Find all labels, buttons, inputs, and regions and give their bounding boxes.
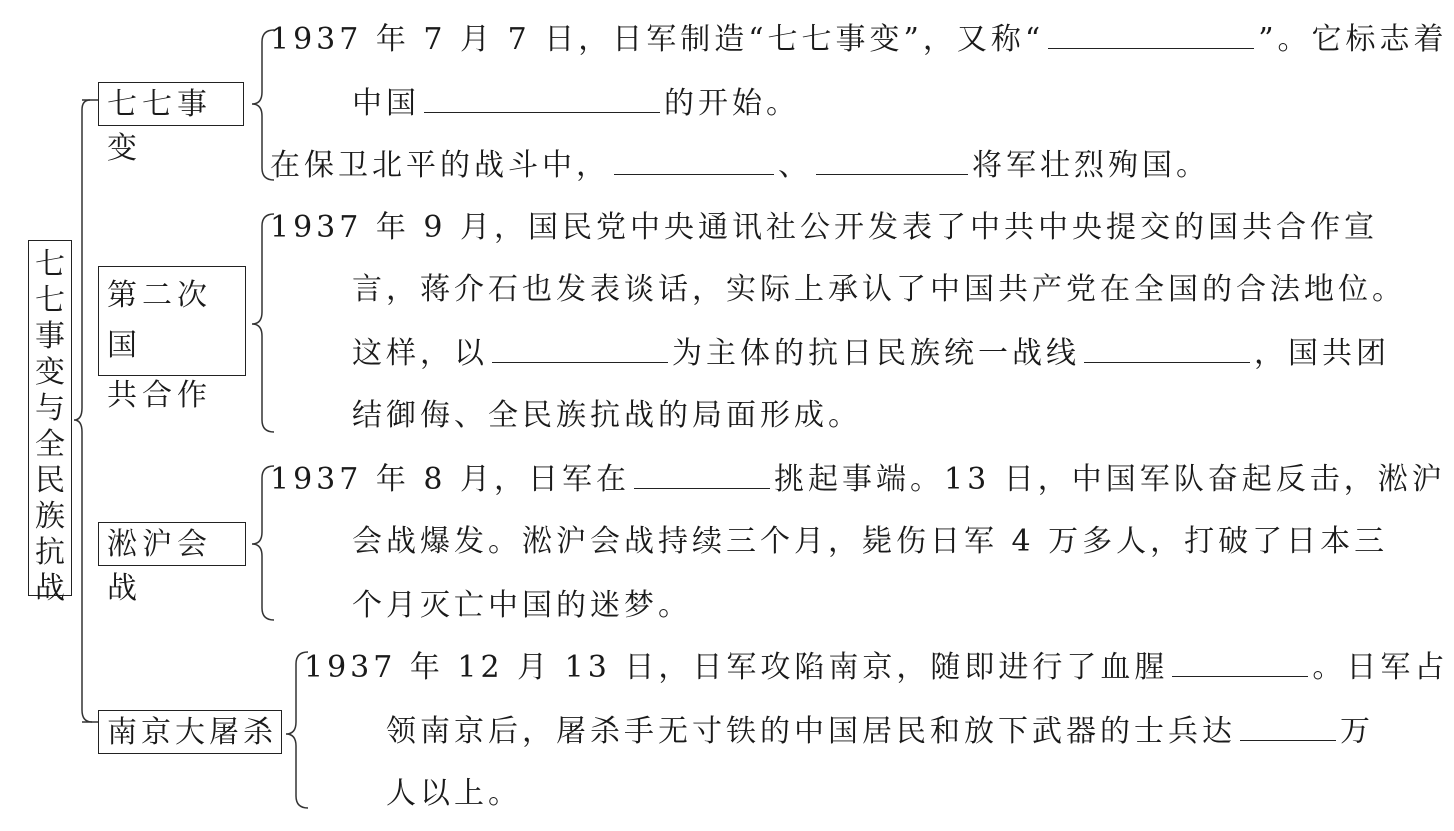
fill-blank[interactable]	[1048, 22, 1254, 49]
root-char: 战	[35, 571, 65, 606]
text-line	[352, 270, 1406, 310]
text-line	[304, 648, 1448, 688]
root-char: 民	[35, 463, 65, 498]
text-segment: 在保卫北平的战斗中，	[270, 148, 610, 183]
text-line	[386, 774, 522, 814]
text-segment: 会战爆发。淞沪会战持续三个月，毙伤日军 4 万多人，打破了日本三	[352, 524, 1389, 559]
section-label-text: 共合作	[107, 378, 212, 413]
fill-blank[interactable]	[424, 86, 660, 113]
section-label-songhu	[98, 522, 246, 606]
root-topic-box	[28, 240, 72, 606]
fill-blank[interactable]	[1172, 650, 1308, 677]
text-segment: 。日军占	[1312, 650, 1449, 685]
text-segment: 为主体的抗日民族统一战线	[672, 336, 1080, 371]
section-label-nanjing	[98, 710, 282, 754]
text-line	[352, 334, 1390, 374]
text-line	[270, 460, 1446, 500]
text-segment: 言，蒋介石也发表谈话，实际上承认了中国共产党在全国的合法地位。	[352, 272, 1406, 307]
root-char: 七	[35, 283, 65, 318]
section-label-text: 淞沪会战	[107, 527, 212, 606]
fill-blank[interactable]	[816, 148, 968, 175]
root-char: 变	[35, 355, 65, 390]
text-segment: 中国	[352, 86, 420, 121]
text-segment: 人以上。	[386, 776, 522, 811]
text-segment: 1937 年 12 月 13 日，日军攻陷南京，随即进行了血腥	[304, 650, 1169, 685]
section-label-second-cooperation	[98, 266, 246, 413]
root-char: 全	[35, 427, 65, 462]
fill-blank[interactable]	[614, 148, 774, 175]
fill-blank[interactable]	[1240, 714, 1336, 741]
fill-blank[interactable]	[1084, 336, 1250, 363]
text-segment: 1937 年 9 月，国民党中央通讯社公开发表了中共中央提交的国共合作宣	[270, 210, 1379, 245]
text-segment: 挑起事端。13 日，中国军队奋起反击，淞沪	[774, 462, 1446, 497]
root-char: 七	[35, 247, 65, 282]
text-line	[352, 586, 692, 626]
text-segment: 结御侮、全民族抗战的局面形成。	[352, 398, 862, 433]
text-line	[270, 146, 1210, 186]
fill-blank[interactable]	[634, 462, 770, 489]
text-segment: 领南京后，屠杀手无寸铁的中国居民和放下武器的士兵达	[386, 714, 1236, 749]
root-char: 与	[35, 391, 65, 426]
text-segment: 的开始。	[664, 86, 800, 121]
text-line	[352, 522, 1388, 562]
text-line	[386, 712, 1374, 752]
section-label-text: 第二次国	[107, 278, 212, 363]
text-segment: ”。它标志着	[1258, 22, 1448, 57]
root-char: 抗	[35, 535, 65, 570]
section-label-text: 南京大屠杀	[107, 715, 277, 750]
text-segment: 、	[778, 148, 812, 183]
text-line	[352, 396, 862, 436]
text-line	[352, 84, 800, 124]
text-segment: ，国共团	[1254, 336, 1390, 371]
text-segment: 个月灭亡中国的迷梦。	[352, 588, 692, 623]
fill-blank[interactable]	[492, 336, 668, 363]
text-segment: 1937 年 8 月，日军在	[270, 462, 631, 497]
root-char: 族	[35, 499, 65, 534]
text-segment: 这样，以	[352, 336, 488, 371]
text-segment: 万	[1340, 714, 1374, 749]
root-char: 事	[35, 319, 65, 354]
text-segment: 将军壮烈殉国。	[972, 148, 1210, 183]
text-line	[270, 20, 1448, 60]
section-label-text: 七七事变	[107, 87, 212, 166]
section-label-qiqi	[98, 82, 244, 166]
text-segment: 1937 年 7 月 7 日，日军制造“七七事变”，又称“	[270, 22, 1045, 57]
text-line	[270, 208, 1378, 248]
